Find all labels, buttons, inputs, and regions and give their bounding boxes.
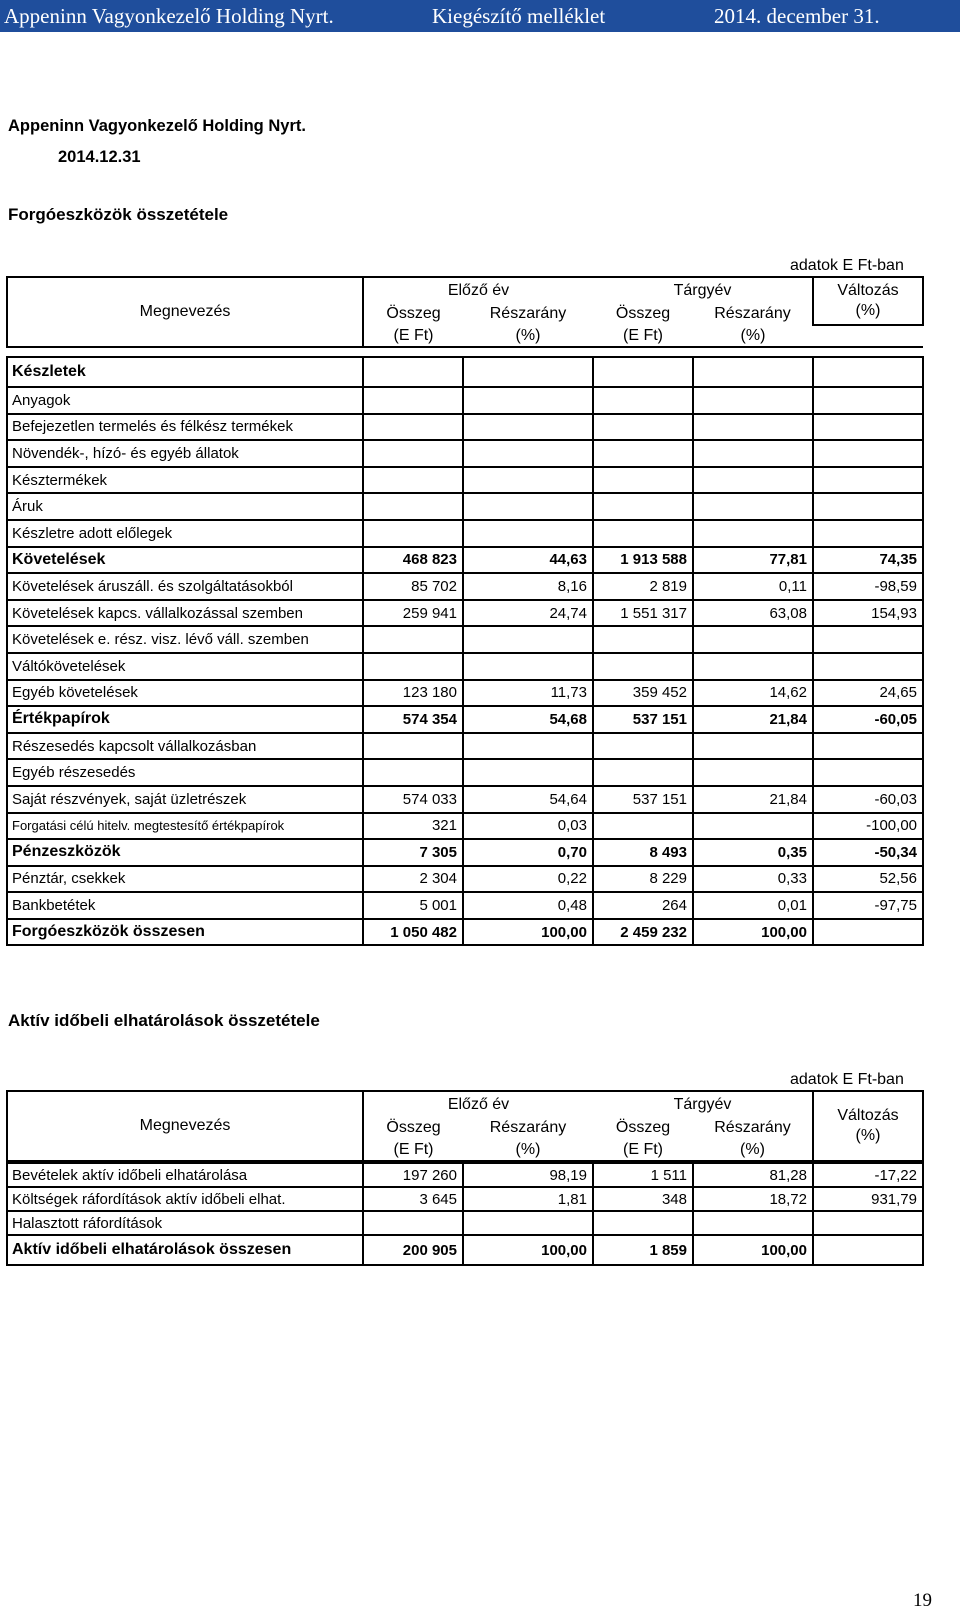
row-label: Értékpapírok	[7, 706, 363, 733]
prev-amount-cell: 3 645	[363, 1187, 463, 1211]
change-cell: -98,59	[813, 573, 923, 600]
curr-amount-cell	[593, 414, 693, 441]
curr-amount-cell	[593, 1211, 693, 1235]
curr-share-label: Részarány	[714, 1119, 791, 1136]
change-cell	[813, 919, 923, 946]
curr-amount-unit: (E Ft)	[593, 1139, 693, 1161]
table-row	[7, 786, 923, 813]
prev-share-cell: 54,64	[463, 786, 593, 813]
curr-amount-cell: 1 859	[593, 1235, 693, 1265]
page-number: 19	[913, 1590, 932, 1611]
curr-share-cell: 0,33	[693, 866, 813, 893]
prev-share-cell: 100,00	[463, 919, 593, 946]
prev-amount-cell: 321	[363, 813, 463, 840]
header-company: Appeninn Vagyonkezelő Holding Nyrt.	[4, 4, 334, 28]
change-cell	[813, 1211, 923, 1235]
prev-amount-cell: 574 033	[363, 786, 463, 813]
table2-body	[6, 1162, 924, 1266]
table1-change-header	[813, 277, 923, 325]
curr-share-cell	[693, 414, 813, 441]
table-row	[7, 733, 923, 760]
curr-amount-cell	[593, 733, 693, 760]
change-cell	[813, 414, 923, 441]
curr-amount-cell	[593, 493, 693, 520]
table1-body	[6, 356, 924, 946]
curr-share-cell	[693, 653, 813, 680]
table-row	[7, 892, 923, 919]
change-blank	[813, 325, 923, 347]
prev-amount-cell	[363, 626, 463, 653]
prev-share-cell: 98,19	[463, 1163, 593, 1187]
prev-share-unit: (%)	[463, 1139, 593, 1161]
change-cell	[813, 733, 923, 760]
row-label: Követelések e. rész. visz. lévő váll. szemben	[7, 626, 363, 653]
change-cell: -60,05	[813, 706, 923, 733]
row-label: Költségek ráfordítások aktív időbeli elhat.	[7, 1187, 363, 1211]
row-label: Pénztár, csekkek	[7, 866, 363, 893]
curr-amount-label: Összeg	[615, 305, 671, 322]
prev-amount-cell	[363, 1211, 463, 1235]
row-label: Áruk	[7, 493, 363, 520]
table2-prev-year: Előző év	[363, 1091, 593, 1117]
curr-amount-cell: 1 913 588	[593, 547, 693, 574]
prev-amount-cell	[363, 357, 463, 387]
prev-amount-cell	[363, 759, 463, 786]
table-row	[7, 866, 923, 893]
table2-title: Aktív időbeli elhatárolások összetétele	[8, 1011, 320, 1030]
curr-share-unit: (%)	[693, 325, 813, 347]
row-label: Követelések kapcs. vállalkozással szemben	[7, 600, 363, 627]
curr-share-cell: 21,84	[693, 706, 813, 733]
table-row	[7, 626, 923, 653]
change-label: Változás	[837, 1107, 899, 1124]
change-cell: 154,93	[813, 600, 923, 627]
prev-amount-label: Összeg	[386, 1119, 441, 1136]
curr-share-cell	[693, 759, 813, 786]
row-label: Saját részvények, saját üzletrészek	[7, 786, 363, 813]
curr-share-cell	[693, 467, 813, 494]
row-label: Bevételek aktív időbeli elhatárolása	[7, 1163, 363, 1187]
curr-amount-cell: 348	[593, 1187, 693, 1211]
header-date: 2014. december 31.	[714, 4, 880, 28]
curr-share-cell	[693, 357, 813, 387]
table-row	[7, 357, 923, 387]
row-label: Követelések	[7, 547, 363, 574]
prev-share-cell	[463, 1211, 593, 1235]
change-cell: 24,65	[813, 680, 923, 707]
row-label: Növendék-, hízó- és egyéb állatok	[7, 440, 363, 467]
prev-share-cell	[463, 520, 593, 547]
prev-amount-cell: 5 001	[363, 892, 463, 919]
prev-amount-cell	[363, 414, 463, 441]
prev-amount-cell: 123 180	[363, 680, 463, 707]
curr-amount-cell	[593, 626, 693, 653]
row-label: Részesedés kapcsolt vállalkozásban	[7, 733, 363, 760]
change-cell: -100,00	[813, 813, 923, 840]
change-cell: 74,35	[813, 547, 923, 574]
curr-amount-cell	[593, 653, 693, 680]
curr-amount-cell: 359 452	[593, 680, 693, 707]
table1-curr-year: Tárgyév	[593, 277, 813, 303]
table-row	[7, 600, 923, 627]
table2-curr-year: Tárgyév	[593, 1091, 813, 1117]
curr-amount-cell: 8 493	[593, 839, 693, 866]
table2-header	[6, 1090, 924, 1162]
prev-share-cell: 8,16	[463, 573, 593, 600]
table-row	[7, 414, 923, 441]
row-label: Aktív időbeli elhatárolások összesen	[7, 1235, 363, 1265]
curr-amount-cell	[593, 387, 693, 414]
change-cell	[813, 440, 923, 467]
table-row	[7, 440, 923, 467]
curr-share-cell: 14,62	[693, 680, 813, 707]
curr-amount-cell	[593, 440, 693, 467]
prev-amount-cell: 1 050 482	[363, 919, 463, 946]
table-row	[7, 813, 923, 840]
prev-share-cell: 1,81	[463, 1187, 593, 1211]
curr-share-cell: 100,00	[693, 919, 813, 946]
table2-col-name: Megnevezés	[7, 1091, 363, 1161]
change-cell	[813, 653, 923, 680]
prev-amount-cell	[363, 440, 463, 467]
table1-unit: adatok E Ft-ban	[790, 257, 904, 274]
prev-amount-unit: (E Ft)	[363, 1139, 463, 1161]
table1-title: Forgóeszközök összetétele	[8, 205, 229, 224]
row-label: Késztermékek	[7, 467, 363, 494]
prev-amount-cell: 85 702	[363, 573, 463, 600]
table-row	[7, 547, 923, 574]
prev-amount-cell: 197 260	[363, 1163, 463, 1187]
row-label: Befejezetlen termelés és félkész termékek	[7, 414, 363, 441]
row-label: Pénzeszközök	[7, 839, 363, 866]
curr-share-cell	[693, 520, 813, 547]
prev-share-cell	[463, 357, 593, 387]
change-cell: -17,22	[813, 1163, 923, 1187]
change-cell: -50,34	[813, 839, 923, 866]
row-label: Forgóeszközök összesen	[7, 919, 363, 946]
change-cell: -60,03	[813, 786, 923, 813]
table-row	[7, 467, 923, 494]
prev-amount-label: Összeg	[386, 305, 441, 322]
prev-share-cell	[463, 733, 593, 760]
change-cell: 931,79	[813, 1187, 923, 1211]
prev-share-label: Részarány	[489, 1119, 567, 1136]
table-row	[7, 520, 923, 547]
report-date: 2014.12.31	[58, 148, 141, 166]
row-label: Készletre adott előlegek	[7, 520, 363, 547]
curr-share-label: Részarány	[714, 305, 791, 322]
prev-share-cell	[463, 493, 593, 520]
prev-amount-cell	[363, 467, 463, 494]
table-row	[7, 759, 923, 786]
change-label: Változás	[837, 282, 899, 299]
prev-amount-cell	[363, 387, 463, 414]
prev-amount-cell: 2 304	[363, 866, 463, 893]
prev-share-cell: 24,74	[463, 600, 593, 627]
prev-share-cell	[463, 467, 593, 494]
table1-header	[6, 276, 924, 348]
prev-share-cell: 100,00	[463, 1235, 593, 1265]
change-cell	[813, 357, 923, 387]
curr-amount-cell	[593, 467, 693, 494]
prev-amount-cell: 468 823	[363, 547, 463, 574]
curr-amount-cell	[593, 357, 693, 387]
prev-share-label: Részarány	[489, 305, 567, 322]
curr-share-cell	[693, 440, 813, 467]
curr-share-cell	[693, 813, 813, 840]
curr-share-cell	[693, 1211, 813, 1235]
row-label: Anyagok	[7, 387, 363, 414]
table2-change-header	[813, 1091, 923, 1161]
prev-share-cell	[463, 626, 593, 653]
curr-share-cell: 18,72	[693, 1187, 813, 1211]
curr-amount-cell: 2 459 232	[593, 919, 693, 946]
prev-share-cell: 0,70	[463, 839, 593, 866]
curr-share-cell	[693, 493, 813, 520]
curr-amount-cell: 2 819	[593, 573, 693, 600]
curr-amount-cell: 1 511	[593, 1163, 693, 1187]
prev-share-cell	[463, 414, 593, 441]
curr-amount-cell: 537 151	[593, 786, 693, 813]
curr-amount-cell	[593, 813, 693, 840]
curr-amount-label: Összeg	[615, 1119, 671, 1136]
curr-amount-cell	[593, 520, 693, 547]
prev-amount-cell	[363, 733, 463, 760]
table-row	[7, 653, 923, 680]
curr-amount-cell	[593, 759, 693, 786]
curr-share-cell	[693, 387, 813, 414]
prev-share-cell	[463, 653, 593, 680]
curr-share-unit: (%)	[693, 1139, 813, 1161]
table-row	[7, 839, 923, 866]
change-cell	[813, 493, 923, 520]
prev-share-cell: 54,68	[463, 706, 593, 733]
prev-share-cell	[463, 440, 593, 467]
change-cell	[813, 626, 923, 653]
curr-share-cell	[693, 733, 813, 760]
change-cell: 52,56	[813, 866, 923, 893]
curr-amount-cell: 1 551 317	[593, 600, 693, 627]
curr-share-cell: 0,01	[693, 892, 813, 919]
prev-amount-unit: (E Ft)	[363, 325, 463, 347]
curr-share-cell: 100,00	[693, 1235, 813, 1265]
prev-amount-cell	[363, 493, 463, 520]
page-header	[0, 0, 960, 32]
curr-amount-cell: 8 229	[593, 866, 693, 893]
curr-share-cell: 63,08	[693, 600, 813, 627]
prev-share-cell: 0,22	[463, 866, 593, 893]
header-section: Kiegészítő melléklet	[432, 4, 606, 28]
table-row	[7, 1235, 923, 1265]
prev-amount-cell: 574 354	[363, 706, 463, 733]
row-label: Követelések áruszáll. és szolgáltatásokból	[7, 573, 363, 600]
prev-amount-cell: 200 905	[363, 1235, 463, 1265]
table-row	[7, 1187, 923, 1211]
table1-col-name: Megnevezés	[7, 277, 363, 347]
table-row	[7, 1211, 923, 1235]
row-label: Egyéb követelések	[7, 680, 363, 707]
table-row	[7, 573, 923, 600]
change-unit: (%)	[855, 1127, 881, 1144]
prev-share-cell: 0,48	[463, 892, 593, 919]
table-row	[7, 1163, 923, 1187]
curr-share-cell: 81,28	[693, 1163, 813, 1187]
prev-share-cell: 44,63	[463, 547, 593, 574]
table1-prev-year: Előző év	[363, 277, 593, 303]
curr-share-cell	[693, 626, 813, 653]
row-label: Halasztott ráfordítások	[7, 1211, 363, 1235]
change-cell	[813, 520, 923, 547]
change-cell: -97,75	[813, 892, 923, 919]
curr-share-cell: 21,84	[693, 786, 813, 813]
table-row	[7, 680, 923, 707]
curr-amount-cell: 264	[593, 892, 693, 919]
prev-amount-cell: 7 305	[363, 839, 463, 866]
row-label: Váltókövetelések	[7, 653, 363, 680]
table2-unit: adatok E Ft-ban	[790, 1071, 904, 1088]
prev-share-cell: 11,73	[463, 680, 593, 707]
row-label: Forgatási célú hitelv. megtestesítő értékpapírok	[7, 813, 363, 840]
curr-amount-cell: 537 151	[593, 706, 693, 733]
prev-share-unit: (%)	[463, 325, 593, 347]
prev-share-cell	[463, 387, 593, 414]
table-row	[7, 706, 923, 733]
prev-amount-cell	[363, 520, 463, 547]
curr-share-cell: 0,35	[693, 839, 813, 866]
change-cell	[813, 1235, 923, 1265]
change-cell	[813, 759, 923, 786]
curr-share-cell: 77,81	[693, 547, 813, 574]
change-cell	[813, 467, 923, 494]
row-label: Egyéb részesedés	[7, 759, 363, 786]
curr-amount-unit: (E Ft)	[593, 325, 693, 347]
row-label: Bankbetétek	[7, 892, 363, 919]
change-cell	[813, 387, 923, 414]
row-label: Készletek	[7, 357, 363, 387]
prev-share-cell: 0,03	[463, 813, 593, 840]
table-row	[7, 387, 923, 414]
table-row	[7, 493, 923, 520]
prev-share-cell	[463, 759, 593, 786]
curr-share-cell: 0,11	[693, 573, 813, 600]
change-unit: (%)	[855, 302, 881, 319]
prev-amount-cell	[363, 653, 463, 680]
company-name: Appeninn Vagyonkezelő Holding Nyrt.	[8, 117, 306, 135]
table-row	[7, 919, 923, 946]
prev-amount-cell: 259 941	[363, 600, 463, 627]
